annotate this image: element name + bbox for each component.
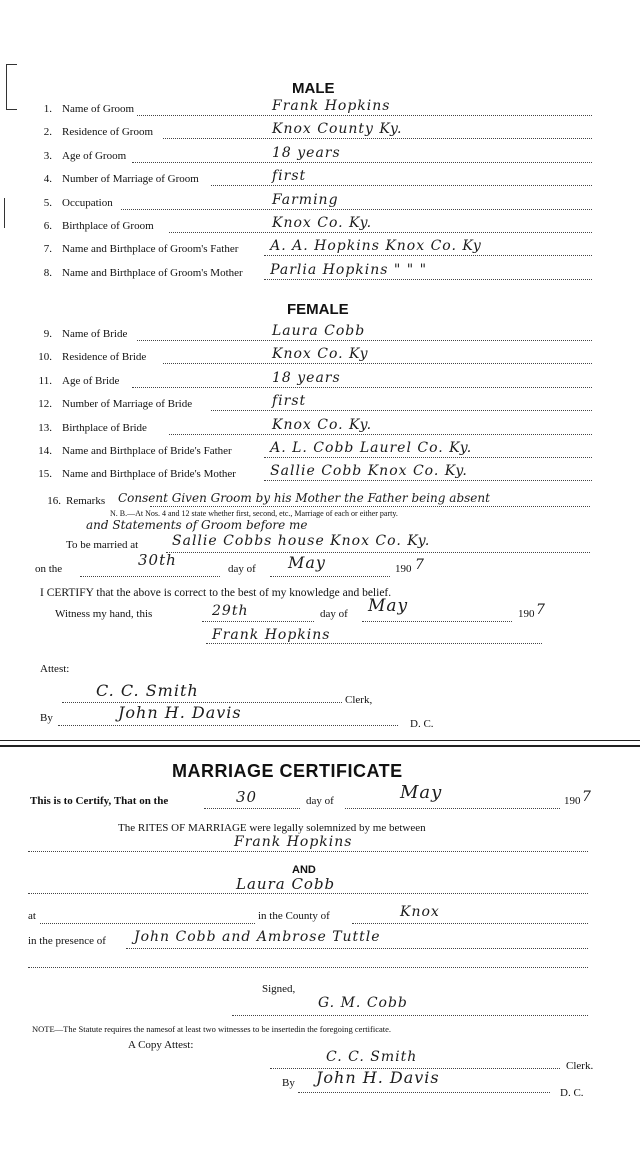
cert-presence-label: in the presence of [28, 935, 106, 947]
cert-signed-value: G. M. Cobb [318, 995, 408, 1011]
cert-at-label: at [28, 910, 36, 922]
female-row-value: first [272, 393, 307, 410]
male-row-value: Frank Hopkins [272, 98, 391, 114]
cert-groom-line [28, 851, 588, 852]
married-on-day-of: day of [228, 563, 256, 575]
female-row-line [264, 457, 592, 458]
male-heading: MALE [292, 80, 335, 97]
married-on-month-value: May [288, 553, 326, 572]
cert-by-label: By [282, 1077, 295, 1089]
remarks-number: 16. [47, 495, 61, 507]
certificate-title: MARRIAGE CERTIFICATE [172, 761, 403, 781]
cert-signed-label: Signed, [262, 983, 296, 995]
female-row-line [132, 387, 592, 388]
male-row-label: Number of Marriage of Groom [62, 173, 199, 186]
female-row-value: 18 years [272, 369, 341, 386]
female-row-line [264, 480, 592, 481]
female-row-number: 9. [43, 328, 52, 340]
female-row-line [163, 363, 592, 364]
remarks-line [150, 506, 590, 507]
female-row-number: 13. [38, 421, 52, 434]
cert-and-label: AND [292, 864, 316, 876]
male-row-value: Knox County Ky. [272, 121, 403, 138]
divider-rule-bottom [0, 745, 640, 747]
witness-day-line [202, 621, 314, 622]
cert-groom-value: Frank Hopkins [234, 834, 353, 850]
cert-day-value: 30 [236, 788, 258, 806]
male-row-value: Parlia Hopkins " " " [270, 261, 428, 278]
cert-county-line [352, 923, 588, 924]
cert-dc-value: John H. Davis [316, 1068, 440, 1087]
attest-clerk-label: Clerk, [345, 694, 373, 706]
cert-presence-value: John Cobb and Ambrose Tuttle [134, 929, 381, 945]
married-on-day-value: 30th [138, 551, 177, 569]
edge-bracket-top [6, 64, 17, 110]
female-row-number: 11. [38, 374, 52, 387]
male-row-number: 1. [43, 103, 52, 115]
male-row-value: 18 years [272, 144, 341, 161]
married-on-day-line [80, 576, 220, 577]
female-row-label: Name and Birthplace of Bride's Mother [62, 468, 236, 481]
male-row-line [163, 138, 592, 139]
female-row-label: Residence of Bride [62, 351, 147, 364]
certify-text: I CERTIFY that the above is correct to the best of my knowledge and belief. [40, 587, 392, 599]
married-at-line [166, 552, 590, 553]
male-row-line [137, 115, 592, 116]
cert-month-value: May [400, 782, 443, 803]
male-row-label: Occupation [62, 196, 113, 209]
male-row-label: Name and Birthplace of Groom's Father [62, 243, 239, 256]
male-row-value: A. A. Hopkins Knox Co. Ky [270, 238, 482, 255]
witness-month-line [362, 621, 512, 622]
attest-dc-label: D. C. [410, 718, 434, 730]
divider-rule-top [0, 740, 640, 741]
attest-label: Attest: [40, 663, 70, 675]
witness-day-value: 29th [212, 603, 249, 619]
cert-dc-line [298, 1092, 550, 1093]
married-at-value: Sallie Cobbs house Knox Co. Ky. [172, 533, 431, 549]
female-heading: FEMALE [287, 301, 349, 318]
male-row-line [169, 232, 592, 233]
married-on-year-hw: 7 [415, 557, 425, 573]
male-row-number: 2. [43, 126, 52, 139]
married-on-year: 190 [395, 563, 412, 575]
male-row-number: 8. [43, 266, 52, 279]
cert-presence-line2 [28, 967, 588, 968]
cert-signed-line [232, 1015, 588, 1016]
male-row-value: Knox Co. Ky. [272, 215, 373, 231]
cert-bride-line [28, 893, 588, 894]
female-row-line [169, 434, 592, 435]
attest-dc-line [58, 725, 398, 726]
edge-bracket-mid [4, 198, 13, 228]
remarks-note: N. B.—At Nos. 4 and 12 state whether first, second, etc., Marriage of each or either party. [110, 509, 398, 518]
cert-at-line [40, 923, 255, 924]
female-row-number: 15. [38, 468, 52, 481]
cert-note: NOTE—The Statute requires the namesof at least two witnesses to be insertedin the foregoing certificate. [32, 1024, 392, 1034]
married-at-label: To be married at [66, 539, 139, 551]
cert-clerk-label: Clerk. [566, 1060, 594, 1072]
married-on-month-line [270, 576, 390, 577]
witness-day-of: day of [320, 608, 348, 620]
cert-line1-prefix: This is to Certify, That on the [30, 795, 169, 807]
cert-day-of: day of [306, 795, 334, 807]
male-row-label: Age of Groom [62, 149, 127, 162]
male-row-label: Name of Groom [62, 103, 135, 115]
remarks-value-line2: and Statements of Groom before me [86, 518, 308, 532]
female-row-label: Name and Birthplace of Bride's Father [62, 445, 232, 457]
cert-year: 190 [564, 795, 581, 807]
remarks-label: Remarks [66, 495, 106, 507]
cert-clerk-value: C. C. Smith [326, 1049, 418, 1065]
cert-bride-value: Laura Cobb [236, 875, 336, 893]
female-row-label: Birthplace of Bride [62, 421, 147, 434]
female-row-line [211, 410, 592, 411]
cert-copy-attest-label: A Copy Attest: [128, 1039, 194, 1051]
female-row-value: A. L. Cobb Laurel Co. Ky. [270, 440, 473, 456]
attest-clerk-value: C. C. Smith [96, 681, 199, 700]
cert-day-line [204, 808, 300, 809]
attest-dc-value: John H. Davis [118, 703, 242, 722]
female-row-label: Number of Marriage of Bride [62, 398, 193, 411]
male-row-line [121, 209, 592, 210]
remarks-value-line1: Consent Given Groom by his Mother the Father being absent [118, 491, 490, 505]
male-row-number: 7. [43, 243, 52, 256]
witness-year-hw: 7 [536, 602, 546, 618]
male-row-number: 4. [43, 173, 52, 186]
cert-year-hw: 7 [582, 789, 592, 805]
witness-signature: Frank Hopkins [212, 627, 331, 643]
female-row-label: Age of Bride [62, 374, 120, 387]
cert-presence-line [126, 948, 588, 949]
female-row-number: 14. [38, 445, 52, 457]
male-row-line [132, 162, 592, 163]
witness-signature-line [206, 643, 542, 644]
male-row-line [264, 255, 592, 256]
cert-month-line [345, 808, 560, 809]
witness-prefix: Witness my hand, this [55, 608, 153, 620]
male-row-label: Birthplace of Groom [62, 220, 154, 232]
cert-county-value: Knox [400, 904, 440, 920]
female-row-value: Sallie Cobb Knox Co. Ky. [270, 463, 468, 480]
male-row-number: 5. [43, 196, 52, 209]
male-row-number: 6. [43, 220, 52, 232]
male-row-value: Farming [272, 191, 339, 208]
male-row-label: Residence of Groom [62, 126, 154, 139]
male-row-line [211, 185, 592, 186]
female-row-number: 10. [38, 351, 52, 364]
witness-month-value: May [368, 596, 409, 616]
attest-by-label: By [40, 712, 53, 724]
male-row-line [264, 279, 592, 280]
female-row-number: 12. [38, 398, 52, 411]
female-row-value: Knox Co. Ky. [272, 416, 373, 433]
cert-dc-label: D. C. [560, 1087, 584, 1099]
female-row-line [137, 340, 592, 341]
witness-year: 190 [518, 608, 535, 620]
female-row-label: Name of Bride [62, 328, 128, 340]
female-row-value: Knox Co. Ky [272, 346, 369, 363]
cert-county-label: in the County of [258, 910, 330, 922]
male-row-label: Name and Birthplace of Groom's Mother [62, 266, 243, 279]
cert-rites-text: The RITES OF MARRIAGE were legally solemnized by me between [118, 822, 426, 834]
male-row-number: 3. [43, 149, 52, 162]
male-row-value: first [272, 168, 307, 185]
married-on-prefix: on the [35, 563, 63, 575]
female-row-value: Laura Cobb [272, 323, 366, 339]
